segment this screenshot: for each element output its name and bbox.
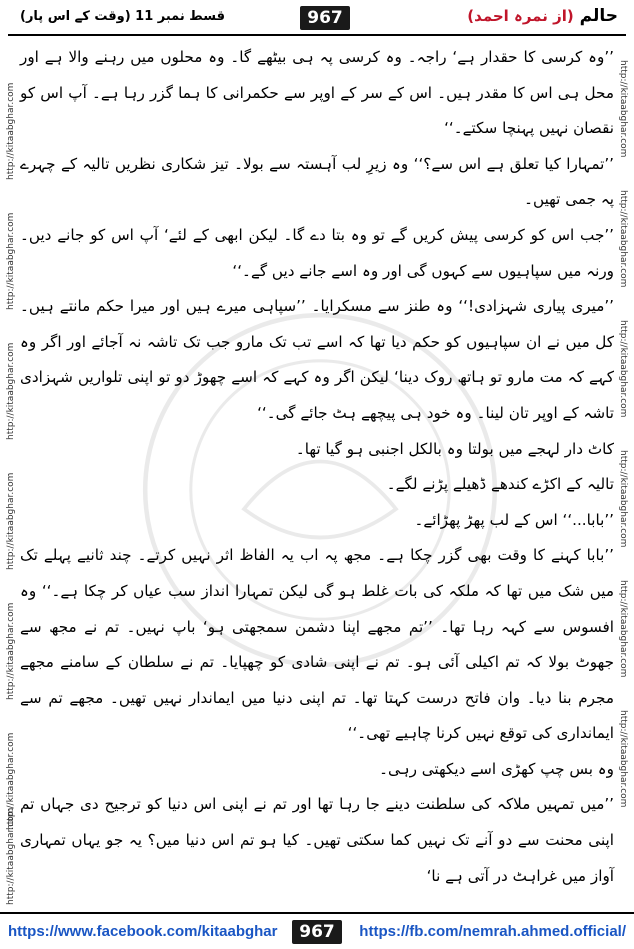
- side-url-left: http://kitaabghar.com: [6, 472, 16, 570]
- paragraph: وہ بس چپ کھڑی اسے دیکھتی رہی۔: [379, 759, 614, 778]
- paragraph: ’’بابا...‘‘ اس کے لب پھڑ پھڑائے۔: [414, 510, 614, 529]
- paragraph: ’’بابا کہنے کا وقت بھی گزر چکا ہے۔ مجھ پہ اب یہ الفاظ اثر نہیں کرتے۔ چند ثانیے پہلے تک میں شک میں تھا کہ ملکہ کی بات غلط ہو گی لیکن تمہارا انداز سب عیاں کر چکا ہے۔‘‘ وہ افسوس سے کہہ رہا تھا۔ ’’تم مجھے اپنا دشمن سمجھتی ہو‘ باپ نہیں۔ تم نے مجھ سے جھوٹ بولا کہ تم اکیلی آئی ہو۔ تم نے اپنی شادی کو چھپایا۔ تم نے سلطان کے سامنے مجھے مجرم بنا دیا۔ وان فاتح درست کہتا تھا۔ تم اپنی دنیا میں ایماندار نہیں تھیں۔ مجھے تم سے ایمانداری کی توقع نہیں کرنا چاہیے تھی۔‘‘: [20, 546, 614, 743]
- page-header: [8, 4, 626, 34]
- side-url-right: http://kitaabghar.com: [618, 450, 628, 548]
- side-url-left: http://kitaabghar.com: [6, 342, 16, 440]
- paragraph: ’’میری پیاری شہزادی!‘‘ وہ طنز سے مسکرایا۔ ’’سپاہی میرے ہیں اور میرا حکم مانتے ہیں۔ کل میں نے ان سپاہیوں کو حکم دیا تھا کہ اسے تب تک مارو جب تک تاشہ نہ آجائے اور اگر وہ کہے کہ مت مارو تو ہاتھ روک دینا‘ لیکن اگر وہ کہے کہ اسے چھوڑ دو تو اپنی تلواریں شہزادی تاشہ کے اوپر تان لینا۔ وہ خود ہی پیچھے ہٹ جائے گی۔‘‘: [20, 297, 614, 422]
- page-number-footer: 967: [292, 920, 342, 944]
- side-url-right: http://kitaabghar.com: [618, 190, 628, 288]
- paragraph: تالیہ کے اکڑے کندھے ڈھیلے پڑنے لگے۔: [386, 475, 614, 494]
- episode-label: قسط نمبر 11 (وقت کے اس پار): [20, 9, 225, 24]
- paragraph: کاٹ دار لہجے میں بولتا وہ بالکل اجنبی ہو گیا تھا۔: [295, 439, 614, 458]
- page-number-header: 967: [300, 6, 350, 30]
- side-url-right: http://kitaabghar.com: [618, 60, 628, 158]
- facebook-link-nemrah[interactable]: https://fb.com/nemrah.ahmed.official/: [359, 923, 626, 940]
- footer-divider: [0, 912, 634, 914]
- side-url-right: http://kitaabghar.com: [618, 320, 628, 418]
- author-text: (از نمرہ احمد): [467, 7, 574, 25]
- side-url-left: http://kitaabghar.com: [6, 82, 16, 180]
- side-url-left: http://kitaabghar.com: [6, 807, 16, 905]
- page-body: [20, 40, 614, 895]
- header-divider: [8, 34, 626, 36]
- side-url-left: http://kitaabghar.com: [6, 732, 16, 830]
- paragraph: ’’تمہارا کیا تعلق ہے اس سے؟‘‘ وہ زیرِ لب آہستہ سے بولا۔ تیز شکاری نظریں تالیہ کے چہرے پہ جمی تھیں۔: [20, 154, 614, 209]
- paragraph: ’’جب اس کو کرسی پیش کریں گے تو وہ بتا دے گا۔ لیکن ابھی کے لئے‘ آپ اس کو جانے دیں۔ ورنہ میں سپاہیوں سے کہوں گی اور وہ اسے جانے دیں گے۔‘‘: [20, 225, 614, 280]
- paragraph: ’’میں تمہیں ملاکہ کی سلطنت دینے جا رہا تھا اور تم نے اپنی اس دنیا کو ترجیح دی جہاں تم اپنی محنت سے دو آنے تک نہیں کما سکتی تھیں۔ کیا ہو تم اس دنیا میں؟ یہ جو یہاں تمہاری آواز میں غراہٹ در آتی ہے نا‘: [20, 795, 614, 885]
- book-title: [467, 6, 618, 26]
- page-footer: [0, 918, 634, 946]
- paragraph: ’’وہ کرسی کا حقدار ہے‘ راجہ۔ وہ کرسی پہ ہی بیٹھے گا۔ وہ محلوں میں رہنے والا ہے اور محل ہی اس کا مقدر ہیں۔ اس کے سر کے اوپر سے حکمرانی کا ہما گزر رہا ہے۔ آپ اس کو نقصان نہیں پہنچا سکتے۔‘‘: [20, 48, 614, 138]
- facebook-link-kitaabghar[interactable]: https://www.facebook.com/kitaabghar: [8, 923, 278, 940]
- side-url-left: http://kitaabghar.com: [6, 212, 16, 310]
- title-text: حالم: [579, 6, 618, 26]
- side-url-left: http://kitaabghar.com: [6, 602, 16, 700]
- side-url-right: http://kitaabghar.com: [618, 710, 628, 808]
- side-url-right: http://kitaabghar.com: [618, 580, 628, 678]
